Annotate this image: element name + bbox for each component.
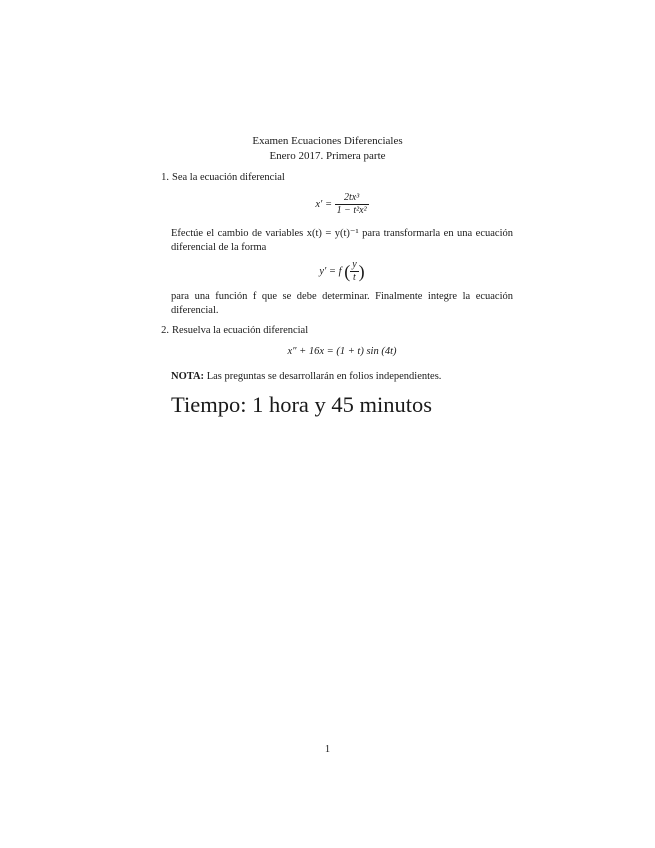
fraction-denominator: t (353, 272, 356, 283)
page-number: 1 (324, 744, 331, 755)
fraction-numerator: y (352, 259, 357, 270)
equation-fraction (335, 192, 369, 217)
equation-1 (171, 192, 513, 217)
question-intro: Resuelva la ecuación diferencial (172, 325, 309, 336)
equation-2 (171, 259, 513, 284)
exam-title: Examen Ecuaciones Diferenciales (252, 135, 403, 147)
equation-lhs: x′ = (315, 198, 333, 210)
equation-fraction (350, 259, 358, 284)
question-1-paragraph-2: para una función f que se debe determinar. Finalmente integre la ecuación diferencial. (171, 291, 513, 316)
right-paren: ) (358, 261, 365, 282)
question-number: 1. (161, 172, 169, 183)
exam-subtitle: Enero 2017. Primera parte (269, 150, 386, 162)
time-notice: Tiempo: 1 hora y 45 minutos (171, 392, 433, 417)
fraction-denominator: 1 − t²x² (336, 205, 367, 216)
equation-lhs: y′ = f (319, 265, 342, 277)
nota-label: NOTA: (171, 371, 205, 382)
equation-3: x″ + 16x = (1 + t) sin (4t) (287, 346, 397, 357)
left-paren: ( (344, 261, 351, 282)
question-1-paragraph-1: Efectúe el cambio de variables x(t) = y(t)⁻¹ para transformarla en una ecuación diferencial de la forma (171, 228, 513, 253)
fraction-numerator: 2tx³ (335, 192, 369, 205)
question-intro: Sea la ecuación diferencial (172, 172, 285, 183)
exam-header (0, 134, 655, 164)
question-number: 2. (161, 325, 169, 336)
nota (171, 370, 513, 384)
nota-text: Las preguntas se desarrollarán en folios independientes. (206, 371, 442, 382)
